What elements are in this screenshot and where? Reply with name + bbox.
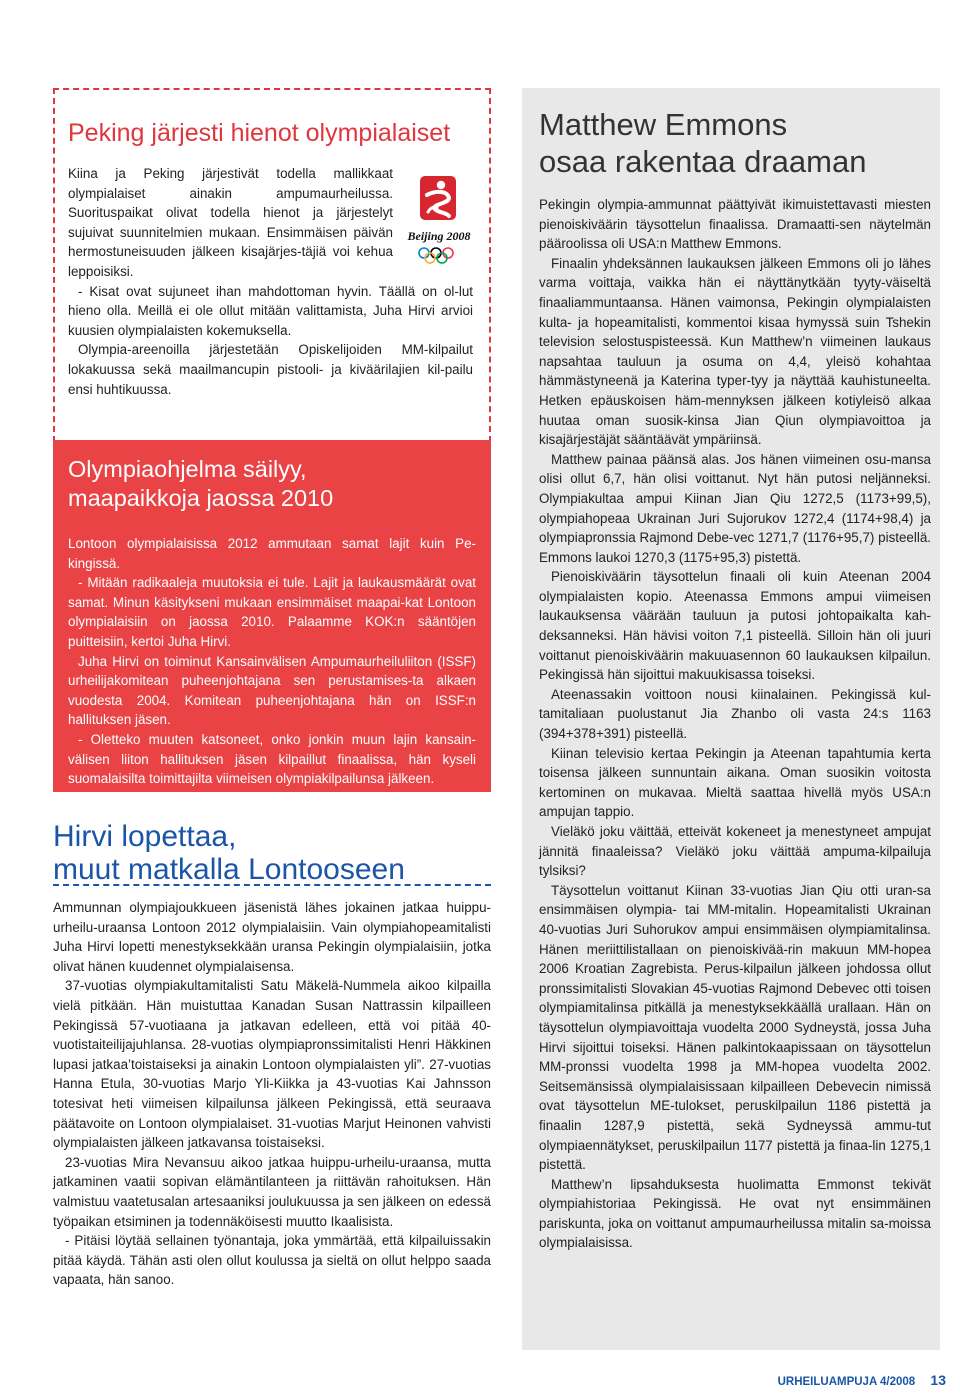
article4-paragraph: Kiinan televisio kertaa Pekingin ja Ateenan tapahtumia kerta toisensa jälkeen sunnuntain aikana. Oman suosikin voitosta kertominen on mukavaa. Mieltä saattaa hivellä myös USA:n ampujan tappio. [539,745,931,820]
article2-body [68,534,476,789]
article3-title-line1: Hirvi lopettaa, [53,820,237,853]
article4 [522,88,940,1350]
article3-paragraph: 37-vuotias olympiakultamitalisti Satu Mäkelä-Nummela aikoo kilpailla vielä pitkään. Hän muistuttaa Kanadan Susan Nattrassin kilpailleen Pekingissä 57-vuotiaana ja jatkavan edelleen, että voi pitää 40-vuotistaiteilijajuhlansa. 28-vuotias olympiapronssimitalisti Henri Häkkinen lupasi jatkaa’toistaiseksi ja ainakin Lontoon olympialaisten yli”. 27-vuotias Hanna Etula, 30-vuotias Marjo Yli-Kiikka ja 43-vuotias Kai Jahnsson totesivat heti viimeisen kilpailunsa jälkeen Pekingissä, että seuraava päätavoite on Lontoon olympialaiset. 31-vuotias Marjut Heinonen vahvisti olympialaisten jälkeen jatkavansa toistaiseksi. [53,978,491,1151]
article1-paragraph: - Kisat ovat sujuneet ihan mahdottoman hyvin. Täällä on ol-lut hieno olla. Meillä ei ole ollut mitään valittamista, Juha Hirvi arvioi kuusien olympialaisten kokemuksella. [68,283,473,338]
article4-paragraph: Finaalin yhdeksännen laukauksen jälkeen Emmons oli jo lähes varma voittaja, vaikka hän ei näyttänytkään tyyty-väiseltä finaaliammuntaansa. Hänen vaimonsa, Pekingin olympialaisten kulta- ja hopeamitalisti, kommentoi kisaa hymyssä suin Tshekin television selostuspisteessä. Kun Matthew’n viimeinen laukaus napsahtaa tauluun ja osuma on 4,4, yleisö kohahtaa hämmästyneenä ja Katerina typer-tyy ja näyttää kauhistuneelta. Hetken epäuskoisen häm-mennyksen jälkeen kotiyleisö alkaa huutaa oman suosik-kinsa Jian Qiun olympiavoittoa ja kisajärjestäjät sääntäävät ympäriinsä. [539,255,931,448]
issue-number: 4/2008 [880,1376,916,1388]
beijing-2008-emblem-icon [404,176,474,268]
article1-paragraph: Kiina ja Peking järjestivät todella mallikkaat olympialaiset ainakin ampumaurheilussa. Suorituspaikat olivat todella hienot ja järjestelyt sujuivat suunnitelmien mukaan. Ensimmäisen päivän hermostuneisuuden jälkeen kisajärjes-täjiä voi kehua leppoisiksi. [68,166,393,279]
article1-title: Peking järjesti hienot olympialaiset [68,119,451,147]
article4-title-line1: Matthew Emmons [539,107,788,142]
article4-paragraph: Vieläkö joku väittää, etteivät kokeneet ja menestyneet ampujat jännitä finaaleissa? Vieläkö joku väittää ampuma-kilpailuja tylsiksi? [539,824,931,879]
article2-title-line1: Olympiaohjelma säilyy, [68,456,307,482]
page-footer [778,1372,946,1388]
article4-paragraph: Pienoiskiväärin täysottelun finaali oli kuin Ateenan 2004 olympialaisten kopio. Ateenassa Emmons ampui viimeisen laukauksensa väärään tauluun ja putosi johtopaikalta kah-deksanneksi. Hän hävisi voiton 7,1 pisteellä. Silloin hän oli juuri voittanut pienoiskiväärin makuuasennon 60 laukauksen kilpailun. Pekingissä hän sijoittui makuukisassa toiseksi. [539,569,931,683]
article2-paragraph: Juha Hirvi on toiminut Kansainvälisen Ampumaurheiluliiton (ISSF) urheilijakomitean puheenjohtajana sen perustamises-ta alkaen vuodesta 2004. Komitean puheenjohtajana hän on ISSF:n hallituksen jäsen. [68,653,476,728]
article4-paragraph: Täysottelun voittanut Kiinan 33-vuotias Jian Qiu otti uran-sa ensimmäisen olympia- tai MM-mitalin. Hopeamitalisti Ukrainan 40-vuotias Juri Suhorukov ampui ensimmäisen olympiamitalinsa. Hänen meriittilistallaan on pienoiskivää-rin makuun MM-hopea 2006 Kroatian Zagrebista. Perus-kilpailun jälkeen johdossa ollut pronssimitalisti Slovakian 45-vuotias Rajmond Debevec otti toisen olympiamitalinsa pitkällä ja menestyksekkäällä urallaan. Hän on täysottelun olympiavoittaja vuodelta 2000 Sydneystä, jossa Juha Hirvi sijoittui toiseksi. Hänen palkintokaapissaan on täysottelun MM-pronssi vuodelta 1998 ja MM-hopea vuodelta 2002. Seitsemänsissä olympialaisissaan kilpailleen Debevecin nimissä ovat täysottelun ME-tulokset, peruskilpailun 1186 pistettä ja finaalin 1287,9 pistettä, sekä Sydneyssä ammu-tut olympiaennätykset, peruskilpailun 1177 pistettä ja finaa-lin 1275,1 pistettä. [539,882,931,1173]
article3-paragraph: Ammunnan olympiajoukkueen jäsenistä lähes jokainen jatkaa huippu-urheilu-uraansa Lontoon 2012 olympialaisiin. Vain olympiahopeamitalisti Juha Hirvi lopetti menestyksekkään uransa Pekingin olympialaisiin, jotka olivat hänen kuudennet olympialaisensa. [53,900,491,974]
article3-body [53,898,491,1290]
article2-title [68,455,476,513]
article3-title [53,820,493,886]
article4-title-line2: osaa rakentaa draaman [539,144,867,179]
article4-paragraph: Matthew’n lipsahduksesta huolimatta Emmonst tekivät olympiahistoriaa Pekingissä. He ovat nyt ensimmäinen pariskunta, joka on voittanut ampumaurheilussa mitalin sa-moissa olympialaisissa. [539,1176,931,1251]
article2 [53,440,491,792]
article3-title-line2: muut matkalla Lontooseen [53,853,405,886]
article3-dashed-rule [53,884,491,886]
article2-paragraph: - Mitään radikaaleja muutoksia ei tule. Lajit ja laukausmäärät ovat samat. Minun käsitykseni mukaan ensimmäiset maapai-kat Lontoon olympialaisiin on jaossa 2010. Palaamme KOK:n sääntöjen puitteisiin, kertoi Juha Hirvi. [68,575,476,649]
article1-paragraph: Olympia-areenoilla järjestetään Opiskelijoiden MM-kilpailut lokakuussa sekä maailmancupin pistooli- ja kiväärilajien kil-pailu ensi huhtikuussa. [68,342,473,397]
article4-body [539,195,931,1253]
page-number: 13 [930,1372,946,1388]
article4-paragraph: Matthew painaa päänsä alas. Jos hänen viimeinen osu-mansa olisi ollut 6,7, hän olisi voittanut. Nyt hän putosi neljänneksi. Olympiakultaa ampui Kiinan Jian Qiu 1272,5 (1173+99,5), olympiahopeaa Ukrainan Juri Sujorukov 1272,4 (1174+98,4) ja olympiapronssia Rajmond Debe-vec 1271,7 (1176+95,7) pisteellä. Emmons laukoi 1270,3 (1175+95,3) pistettä. [539,451,931,565]
article2-title-line2: maapaikkoja jaossa 2010 [68,485,334,511]
magazine-name: URHEILUAMPUJA [777,1376,877,1388]
article2-paragraph: Lontoon olympialaisissa 2012 ammutaan samat lajit kuin Pe-kingissä. [68,536,476,571]
logo-text: Beijing 2008 [407,229,471,243]
article4-title [539,106,931,180]
article3-paragraph: 23-vuotias Mira Nevansuu aikoo jatkaa huippu-urheilu-uraansa, mutta jatkaminen vaatii sopivan elämäntilanteen ja riittävän rahoituksen. Hän valmistuu vaatetusalan artesaaniksi joulukuussa ja sen jälkeen on edessä työpaikan etsiminen ja todennäköisesti muutto Ikaalisista. [53,1154,491,1229]
article4-paragraph: Ateenassakin voittoon nousi kiinalainen. Pekingissä kul-tamitaliaan puolustanut Jia Zhanbo oli vasta 24:s 1163 (394+378+391) pisteellä. [539,686,931,742]
article2-paragraph: - Oletteko muuten katsoneet, onko jonkin muun lajin kansain-välisen liiton hallituksen jäsen kilpaillut finaalissa, hän kyseli suomalaisilta toimittajilta viimeisen olympiakilpailunsa jälkeen. [68,731,476,787]
article4-paragraph: Pekingin olympia-ammunnat päättyivät ikimuistettavasti miesten pienoiskiväärin täysottelun finaalissa. Dramaatti-sen näytelmän pääroolissa oli USA:n Matthew Emmons. [539,197,931,252]
article3-paragraph: - Pitäisi löytää sellainen työnantaja, joka ymmärtää, että kilpailuissakin pitää käydä. Tähän asti olen ollut koulussa ja sieltä on ollut helppo saada vapaata, hän sanoo. [53,1233,491,1288]
